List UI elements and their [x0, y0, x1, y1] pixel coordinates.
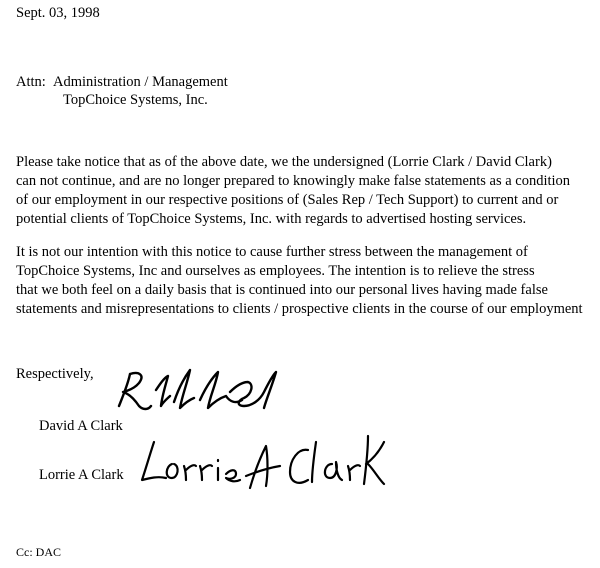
attn-label: Attn: [16, 74, 46, 90]
closing: Respectively, [16, 366, 94, 382]
paragraph-2-line: statements and misrepresentations to clients / prospective clients in the course of our employment [16, 301, 583, 317]
cc-line: Cc: DAC [16, 545, 61, 559]
paragraph-1-line: potential clients of TopChoice Systems, Inc. with regards to advertised hosting services. [16, 211, 527, 227]
paragraph-1-line: Please take notice that as of the above date, we the undersigned (Lorrie Clark / David Clark) [16, 154, 552, 170]
signature-david-clark [108, 362, 293, 422]
paragraph-1-line: can not continue, and are no longer prepared to knowingly make false statements as a condition [16, 173, 571, 189]
letter-date: Sept. 03, 1998 [16, 5, 100, 21]
paragraph-2-line: TopChoice Systems, Inc and ourselves as employees. The intention is to relieve the stress [16, 263, 535, 279]
paragraph-2 [16, 243, 600, 319]
signatory-name-lorrie: Lorrie A Clark [39, 467, 124, 483]
paragraph-1-line: of our employment in our respective positions of (Sales Rep / Tech Support) to current and or [16, 192, 559, 208]
signatory-name-david: David A Clark [39, 418, 123, 434]
signature-lorrie-clark [132, 428, 392, 498]
paragraph-2-line: that we both feel on a daily basis that is continued into our personal lives having made false [16, 282, 548, 298]
paragraph-2-line: It is not our intention with this notice to cause further stress between the management of [16, 244, 528, 260]
paragraph-1 [16, 153, 600, 229]
attn-recipient-line-1: Administration / Management [53, 74, 228, 90]
attn-recipient-line-2: TopChoice Systems, Inc. [63, 92, 208, 108]
